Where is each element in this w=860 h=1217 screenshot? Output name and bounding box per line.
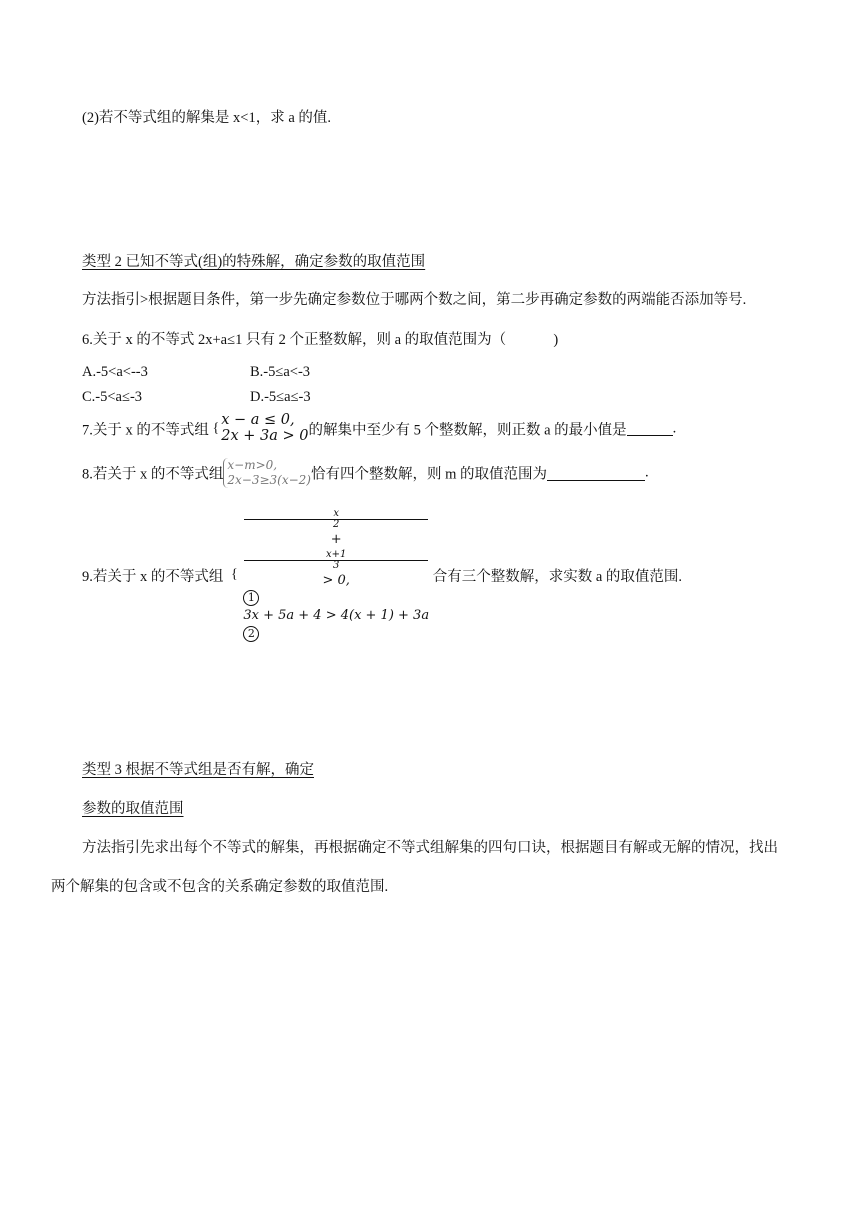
circled-one-icon: 1 [243,590,259,606]
question-7-line2: 2x + 3a > 0 [221,427,309,444]
question-9-prefix: 9.若关于 x 的不等式组 [82,568,224,585]
question-8-system [223,458,311,488]
question-9-line2 [243,606,429,642]
type2-method: 方法指引>根据题目条件，第一步先确定参数位于哪两个数之间，第二步再确定参数的两端能否添加等号. [82,292,747,308]
question-8-line1: x−m>0, [227,458,278,472]
frac2-num: x+1 [244,550,428,561]
type2-heading: 类型 2 已知不等式(组)的特殊解，确定参数的取值范围 [82,254,426,270]
question-9-system [243,509,429,642]
option-d: D.-5≤a≤-3 [250,389,311,405]
fraction-x-over-2 [244,509,428,530]
question-9 [82,509,682,642]
question-8 [82,458,649,488]
line1-tail: > 0, [322,572,350,588]
question-8-line2: 2x−3≥3(x−2) [227,473,311,487]
question-9-suffix: 合有三个整数解，求实数 a 的取值范围. [432,568,683,585]
frac2-den: 3 [333,559,340,571]
question-6-stem: 6.关于 x 的不等式 2x+a≤1 只有 2 个正整数解，则 a 的取值范围为（ [82,332,507,348]
type3-heading-line1: 类型 3 根据不等式组是否有解，确定 [82,762,314,778]
question-5-part-2: (2)若不等式组的解集是 x<1，求 a 的值. [82,110,332,126]
type3-method-line1: 方法指引先求出每个不等式的解集，再根据确定不等式组解集的四句口诀，根据题目有解或无解的情况，找出 [82,840,778,856]
question-8-end: . [645,464,649,481]
circled-two-icon: 2 [243,626,259,642]
frac1-num: x [244,509,428,520]
left-brace-icon: { [212,420,220,436]
question-7 [82,413,676,445]
type3-heading-line2: 参数的取值范围 [82,801,184,817]
question-7-prefix: 7.关于 x 的不等式组 [82,422,209,439]
question-7-system [221,413,308,445]
question-7-line1: x − a ≤ 0, [221,412,295,428]
answer-blank-8 [547,466,645,481]
answer-blank-7 [627,421,673,436]
type3-method-line2: 两个解集的包含或不包含的关系确定参数的取值范围. [51,879,389,895]
question-7-suffix: 的解集中至少有 5 个整数解，则正数 a 的最小值是 [308,422,627,439]
line2-text: 3x + 5a + 4 > 4(x + 1) + 3a [243,608,430,623]
option-b: B.-5≤a<-3 [250,364,311,380]
option-a: A.-5<a<--3 [82,364,148,380]
question-8-suffix: 恰有四个整数解，则 m 的取值范围为 [310,466,548,483]
question-6-paren: ) [553,332,559,348]
fraction-x-plus-1-over-3 [244,550,428,571]
frac1-den: 2 [333,519,340,530]
question-8-prefix: 8.若关于 x 的不等式组 [82,466,224,483]
left-brace-icon: { [231,567,238,583]
option-c: C.-5<a≤-3 [82,389,143,405]
question-7-end: . [672,420,677,437]
question-9-line1: x 2 + x+1 3 > 0, 1 [243,509,429,606]
question-6 [82,328,558,349]
